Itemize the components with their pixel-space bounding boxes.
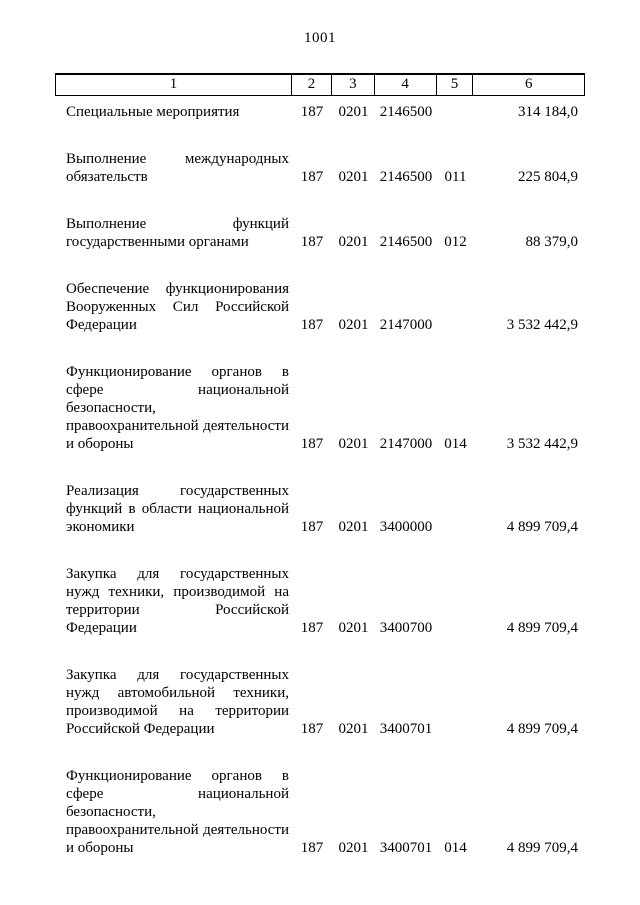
row-col2-code: 187 [300,620,324,636]
row-col2-code: 187 [300,104,324,120]
row-amount: 3 532 442,9 [506,436,578,452]
row-col3-code: 0201 [338,104,369,120]
row-amount: 4 899 709,4 [506,721,578,737]
row-amount: 4 899 709,4 [506,840,578,856]
table-row [55,150,585,186]
row-name: Выполнение функций государственными органами [66,216,289,250]
row-col2-code: 187 [300,840,324,856]
row-col2-code: 187 [300,317,324,333]
row-col2-code: 187 [300,721,324,737]
row-col3-code: 0201 [338,317,369,333]
table-header-col2: 2 [292,75,332,95]
table-header-col4: 4 [375,75,437,95]
budget-table [55,73,585,857]
table-row [55,767,585,857]
row-col3-code: 0201 [338,620,369,636]
row-name: Обеспечение функционирования Вооруженных Сил Российской Федерации [66,281,289,333]
row-col4-code: 2146500 [379,234,433,250]
row-col5-code: 014 [444,840,467,856]
row-col4-code: 3400000 [379,519,433,535]
row-col4-code: 3400701 [379,840,433,856]
row-col4-code: 2146500 [379,169,433,185]
table-header-col1: 1 [56,75,292,95]
table-row [55,363,585,453]
table-header-col5: 5 [437,75,474,95]
row-col4-code: 2147000 [379,317,433,333]
row-amount: 225 804,9 [518,169,578,185]
page-number: 1001 [304,30,336,46]
row-col4-code: 2147000 [379,436,433,452]
table-row [55,666,585,738]
row-name: Выполнение международных обязательств [66,151,289,185]
row-amount: 3 532 442,9 [506,317,578,333]
row-col3-code: 0201 [338,519,369,535]
row-col3-code: 0201 [338,169,369,185]
row-col2-code: 187 [300,519,324,535]
row-name: Функционирование органов в сфере национальной безопасности, правоохранительной деятельности и обороны [66,768,289,856]
row-col2-code: 187 [300,234,324,250]
row-name: Закупка для государственных нужд автомобильной техники, производимой на территории Российской Федерации [66,667,289,737]
row-col2-code: 187 [300,436,324,452]
table-row [55,280,585,334]
row-col3-code: 0201 [338,840,369,856]
row-col3-code: 0201 [338,234,369,250]
table-header-col3: 3 [332,75,375,95]
table-header-col6: 6 [524,76,533,92]
row-col5-code: 011 [444,169,467,185]
row-col5-code: 014 [444,436,467,452]
row-col4-code: 2146500 [379,104,433,120]
row-name: Закупка для государственных нужд техники, производимой на территории Российской Федерации [66,566,289,636]
table-row [55,103,585,121]
row-amount: 88 379,0 [525,234,578,250]
table-body [55,96,585,857]
row-col4-code: 3400701 [379,721,433,737]
table-row [55,215,585,251]
row-name: Специальные мероприятия [66,104,240,120]
row-name: Функционирование органов в сфере национальной безопасности, правоохранительной деятельности и обороны [66,364,289,452]
row-amount: 314 184,0 [518,104,578,120]
row-col3-code: 0201 [338,721,369,737]
row-col4-code: 3400700 [379,620,433,636]
row-amount: 4 899 709,4 [506,519,578,535]
table-header-row [55,73,585,96]
row-amount: 4 899 709,4 [506,620,578,636]
table-row [55,482,585,536]
row-col5-code: 012 [444,234,467,250]
row-col3-code: 0201 [338,436,369,452]
table-row [55,565,585,637]
row-name: Реализация государственных функций в области национальной экономики [66,483,289,535]
row-col2-code: 187 [300,169,324,185]
